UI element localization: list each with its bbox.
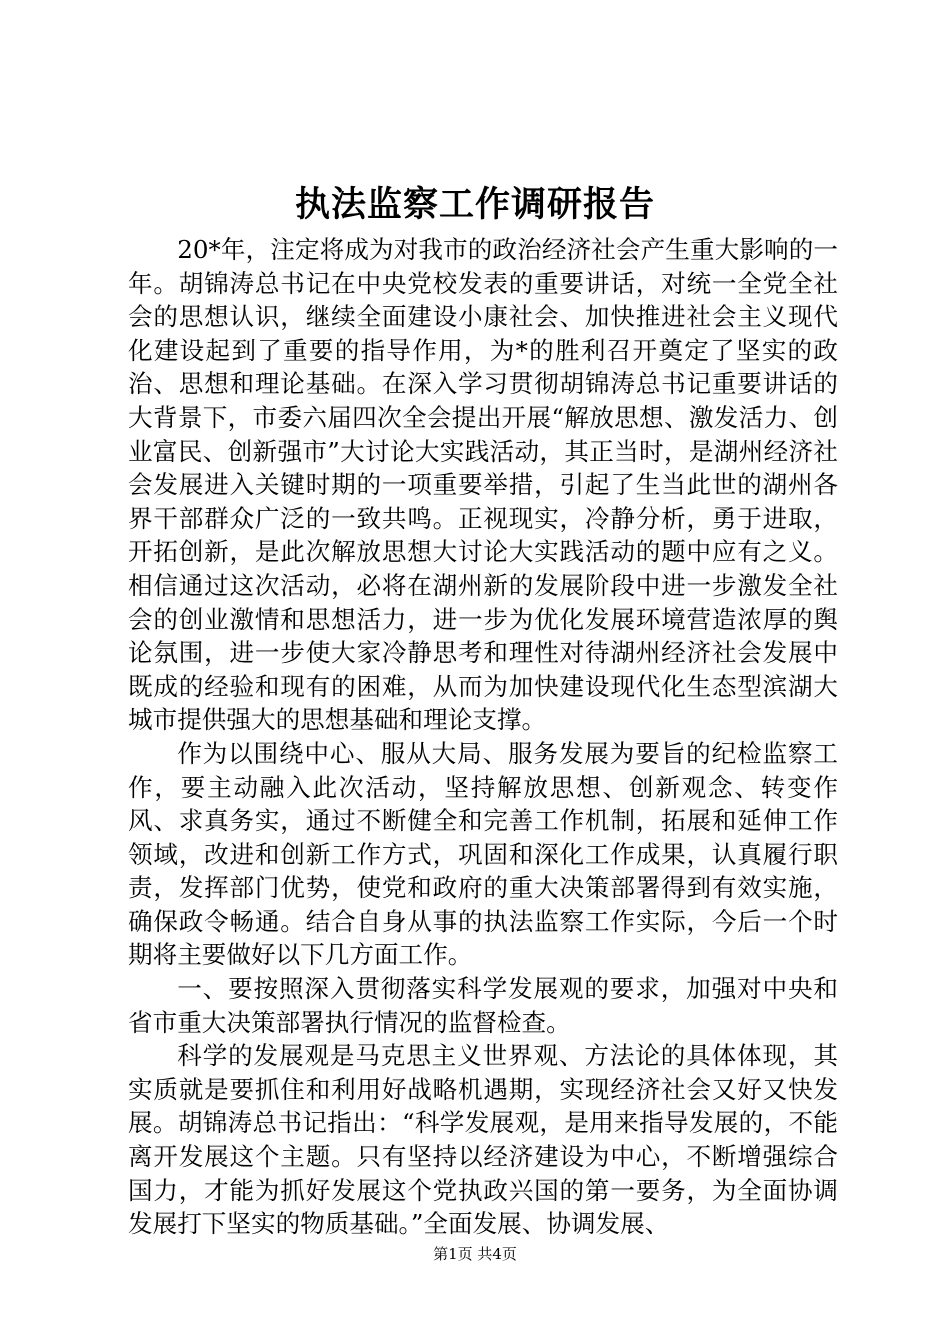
section-heading: 一、要按照深入贯彻落实科学发展观的要求，加强对中央和省市重大决策部署执行情况的监督检查。 (128, 974, 838, 1037)
document-body (128, 233, 838, 1241)
paragraph: 作为以围绕中心、服从大局、服务发展为要旨的纪检监察工作，要主动融入此次活动，坚持解放思想、创新观念、转变作风、求真务实，通过不断健全和完善工作机制，拓展和延伸工作领域，改进和创新工作方式，巩固和深化工作成果，认真履行职责，发挥部门优势，使党和政府的重大决策部署得到有效实施，确保政令畅通。结合自身从事的执法监察工作实际，今后一个时期将主要做好以下几方面工作。 (128, 738, 838, 970)
paragraph: 20*年，注定将成为对我市的政治经济社会产生重大影响的一年。胡锦涛总书记在中央党校发表的重要讲话，对统一全党全社会的思想认识，继续全面建设小康社会、加快推进社会主义现代化建设起到了重要的指导作用，为*的胜利召开奠定了坚实的政治、思想和理论基础。在深入学习贯彻胡锦涛总书记重要讲话的大背景下，市委六届四次全会提出开展“解放思想、激发活力、创业富民、创新强市”大讨论大实践活动，其正当时，是湖州经济社会发展进入关键时期的一项重要举措，引起了生当此世的湖州各界干部群众广泛的一致共鸣。正视现实，冷静分析，勇于进取，开拓创新，是此次解放思想大讨论大实践活动的题中应有之义。相信通过这次活动，必将在湖州新的发展阶段中进一步激发全社会的创业激情和思想活力，进一步为优化发展环境营造浓厚的舆论氛围，进一步使大家冷静思考和理性对待湖州经济社会发展中既成的经验和现有的困难，从而为加快建设现代化生态型滨湖大城市提供强大的思想基础和理论支撑。 (128, 235, 838, 735)
paragraph: 科学的发展观是马克思主义世界观、方法论的具体体现，其实质就是要抓住和利用好战略机遇期，实现经济社会又好又快发展。胡锦涛总书记指出：“科学发展观，是用来指导发展的，不能离开发展这个主题。只有坚持以经济建设为中心，不断增强综合国力，才能为抓好发展这个党执政兴国的第一要务，为全面协调发展打下坚实的物质基础。”全面发展、协调发展、 (128, 1041, 838, 1239)
document-title: 执法监察工作调研报告 (294, 184, 655, 225)
page-number: 第1页 共4页 (433, 1245, 517, 1263)
